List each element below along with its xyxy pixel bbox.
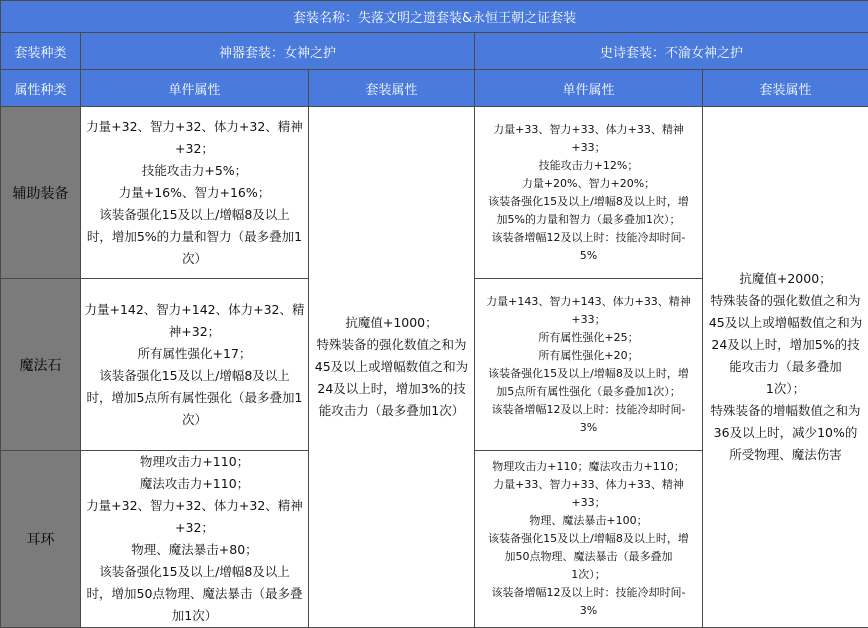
epic-single-attr-header: 单件属性 bbox=[475, 70, 703, 107]
attribute-line: 能攻击力（最多叠加 bbox=[706, 356, 865, 378]
epic-set-bonus bbox=[703, 107, 868, 628]
attribute-line: 1次）； bbox=[706, 378, 865, 400]
attribute-line: 力量+143、智力+143、体力+33、精神 bbox=[478, 293, 699, 311]
attribute-line: 加5%的力量和智力（最多叠加1次）； bbox=[478, 211, 699, 229]
attribute-line: 该装备强化15及以上/增幅8及以上 bbox=[84, 204, 305, 226]
row-label-earring: 耳环 bbox=[1, 451, 81, 628]
attribute-line: 45及以上或增幅数值之和为 bbox=[706, 312, 865, 334]
attribute-line: 物理、魔法暴击+80； bbox=[84, 539, 305, 561]
attribute-line: 物理攻击力+110； bbox=[84, 451, 305, 473]
row-label-auxiliary: 辅助装备 bbox=[1, 107, 81, 279]
attribute-line: 所受物理、魔法伤害 bbox=[706, 444, 865, 466]
attribute-line: 加50点物理、魔法暴击（最多叠加 bbox=[478, 548, 699, 566]
attribute-line: 1次）； bbox=[478, 566, 699, 584]
attribute-line: 该装备增幅12及以上时：技能冷却时间- bbox=[478, 401, 699, 419]
attribute-line: 24及以上时，增加3%的技 bbox=[312, 378, 471, 400]
attribute-line: 力量+33、智力+33、体力+33、精神 bbox=[478, 121, 699, 139]
attribute-type-label: 属性种类 bbox=[1, 70, 81, 107]
attribute-line: 时，增加5%的力量和智力（最多叠加1 bbox=[84, 226, 305, 248]
epic-set-name: 史诗套装：不渝女神之护 bbox=[475, 33, 868, 70]
attribute-line: 特殊装备的增幅数值之和为 bbox=[706, 400, 865, 422]
attribute-line: +32； bbox=[84, 138, 305, 160]
set-type-label: 套装种类 bbox=[1, 33, 81, 70]
attribute-line: 5% bbox=[478, 247, 699, 265]
epic-auxiliary-attrs bbox=[475, 107, 703, 279]
attribute-line: +33； bbox=[478, 494, 699, 512]
attribute-line: 力量+32、智力+32、体力+32、精神 bbox=[84, 495, 305, 517]
attribute-line: 该装备强化15及以上/增幅8及以上 bbox=[84, 561, 305, 583]
attribute-line: 加5点所有属性强化（最多叠加1次）； bbox=[478, 383, 699, 401]
attribute-line: 24及以上时，增加5%的技 bbox=[706, 334, 865, 356]
artifact-set-name: 神器套装：女神之护 bbox=[81, 33, 475, 70]
attribute-line: 物理、魔法暴击+100； bbox=[478, 512, 699, 530]
attribute-line: 神+32； bbox=[84, 321, 305, 343]
attribute-line: 技能攻击力+12%； bbox=[478, 157, 699, 175]
artifact-single-attr-header: 单件属性 bbox=[81, 70, 309, 107]
attribute-line: 3% bbox=[478, 419, 699, 437]
attribute-line: 抗魔值+1000； bbox=[312, 312, 471, 334]
attribute-line: 该装备强化15及以上/增幅8及以上时，增 bbox=[478, 193, 699, 211]
row-label-magic-stone: 魔法石 bbox=[1, 279, 81, 451]
attribute-line: 力量+20%、智力+20%； bbox=[478, 175, 699, 193]
attribute-line: 该装备增幅12及以上时：技能冷却时间- bbox=[478, 229, 699, 247]
attribute-line: 3% bbox=[478, 602, 699, 620]
attribute-line: 加1次） bbox=[84, 605, 305, 627]
attribute-line: 该装备强化15及以上/增幅8及以上时，增 bbox=[478, 365, 699, 383]
attribute-line: 该装备强化15及以上/增幅8及以上 bbox=[84, 365, 305, 387]
attribute-line: 次） bbox=[84, 409, 305, 431]
attribute-line: 力量+142、智力+142、体力+32、精 bbox=[84, 299, 305, 321]
attribute-line: 能攻击力（最多叠加1次） bbox=[312, 400, 471, 422]
attribute-line: +33； bbox=[478, 311, 699, 329]
attribute-line: 所有属性强化+20； bbox=[478, 347, 699, 365]
artifact-auxiliary-attrs bbox=[81, 107, 309, 279]
attribute-line: 时，增加50点物理、魔法暴击（最多叠 bbox=[84, 583, 305, 605]
table-title: 套装名称：失落文明之遗套装&永恒王朝之证套装 bbox=[1, 1, 868, 33]
attribute-line: 所有属性强化+17； bbox=[84, 343, 305, 365]
attribute-line: 力量+16%、智力+16%； bbox=[84, 182, 305, 204]
attribute-line: 该装备强化15及以上/增幅8及以上时，增 bbox=[478, 530, 699, 548]
attribute-line: 力量+32、智力+32、体力+32、精神 bbox=[84, 116, 305, 138]
attribute-line: +32； bbox=[84, 517, 305, 539]
artifact-magic-stone-attrs bbox=[81, 279, 309, 451]
artifact-earring-attrs bbox=[81, 451, 309, 628]
attribute-line: 力量+33、智力+33、体力+33、精神 bbox=[478, 476, 699, 494]
artifact-set-attr-header: 套装属性 bbox=[309, 70, 475, 107]
attribute-line: 次） bbox=[84, 248, 305, 270]
epic-set-attr-header: 套装属性 bbox=[703, 70, 868, 107]
epic-earring-attrs bbox=[475, 451, 703, 628]
artifact-set-bonus bbox=[309, 107, 475, 628]
attribute-line: 特殊装备的强化数值之和为 bbox=[312, 334, 471, 356]
attribute-line: 45及以上或增幅数值之和为 bbox=[312, 356, 471, 378]
attribute-line: 魔法攻击力+110； bbox=[84, 473, 305, 495]
attribute-line: 该装备增幅12及以上时：技能冷却时间- bbox=[478, 584, 699, 602]
attribute-line: 36及以上时，减少10%的 bbox=[706, 422, 865, 444]
attribute-line: 特殊装备的强化数值之和为 bbox=[706, 290, 865, 312]
attribute-line: +33； bbox=[478, 139, 699, 157]
attribute-line: 物理攻击力+110；魔法攻击力+110； bbox=[478, 458, 699, 476]
attribute-line: 技能攻击力+5%； bbox=[84, 160, 305, 182]
attribute-line: 时，增加5点所有属性强化（最多叠加1 bbox=[84, 387, 305, 409]
attribute-line: 抗魔值+2000； bbox=[706, 268, 865, 290]
epic-magic-stone-attrs bbox=[475, 279, 703, 451]
attribute-line: 所有属性强化+25； bbox=[478, 329, 699, 347]
